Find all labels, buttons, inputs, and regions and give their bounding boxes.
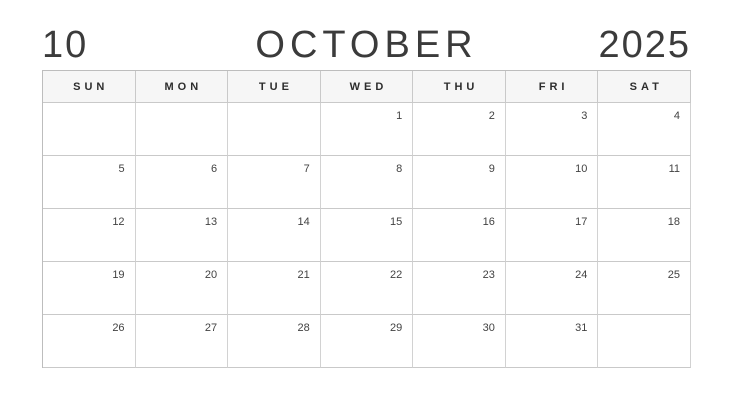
weekday-header-wed: WED [321, 71, 414, 103]
day-cell [43, 103, 136, 156]
calendar-title-bar [42, 16, 691, 64]
day-cell: 4 [598, 103, 691, 156]
calendar-grid [42, 70, 691, 368]
weekday-header-fri: FRI [506, 71, 599, 103]
day-cell: 17 [506, 209, 599, 262]
day-cell: 7 [228, 156, 321, 209]
day-cell: 22 [321, 262, 414, 315]
day-cell: 20 [136, 262, 229, 315]
day-cell: 3 [506, 103, 599, 156]
month-number: 10 [42, 24, 89, 66]
day-cell: 27 [136, 315, 229, 368]
weekday-header-sun: SUN [43, 71, 136, 103]
day-cell: 14 [228, 209, 321, 262]
day-cell: 29 [321, 315, 414, 368]
day-cell [598, 315, 691, 368]
day-cell: 21 [228, 262, 321, 315]
day-cell [136, 103, 229, 156]
day-cell: 16 [413, 209, 506, 262]
day-cell: 19 [43, 262, 136, 315]
day-cell: 18 [598, 209, 691, 262]
weekday-header-thu: THU [413, 71, 506, 103]
day-cell: 1 [321, 103, 414, 156]
day-cell: 30 [413, 315, 506, 368]
day-cell: 10 [506, 156, 599, 209]
day-cell: 12 [43, 209, 136, 262]
day-cell: 24 [506, 262, 599, 315]
day-cell: 2 [413, 103, 506, 156]
day-cell [228, 103, 321, 156]
month-title: OCTOBER [255, 24, 478, 66]
day-cell: 28 [228, 315, 321, 368]
day-cell: 11 [598, 156, 691, 209]
day-cell: 23 [413, 262, 506, 315]
weekday-header-mon: MON [136, 71, 229, 103]
day-cell: 8 [321, 156, 414, 209]
day-cell: 25 [598, 262, 691, 315]
year-label: 2025 [598, 24, 691, 66]
day-cell: 26 [43, 315, 136, 368]
day-cell: 15 [321, 209, 414, 262]
weekday-header-tue: TUE [228, 71, 321, 103]
day-cell: 31 [506, 315, 599, 368]
day-cell: 13 [136, 209, 229, 262]
day-cell: 5 [43, 156, 136, 209]
weekday-header-sat: SAT [598, 71, 691, 103]
day-cell: 9 [413, 156, 506, 209]
day-cell: 6 [136, 156, 229, 209]
